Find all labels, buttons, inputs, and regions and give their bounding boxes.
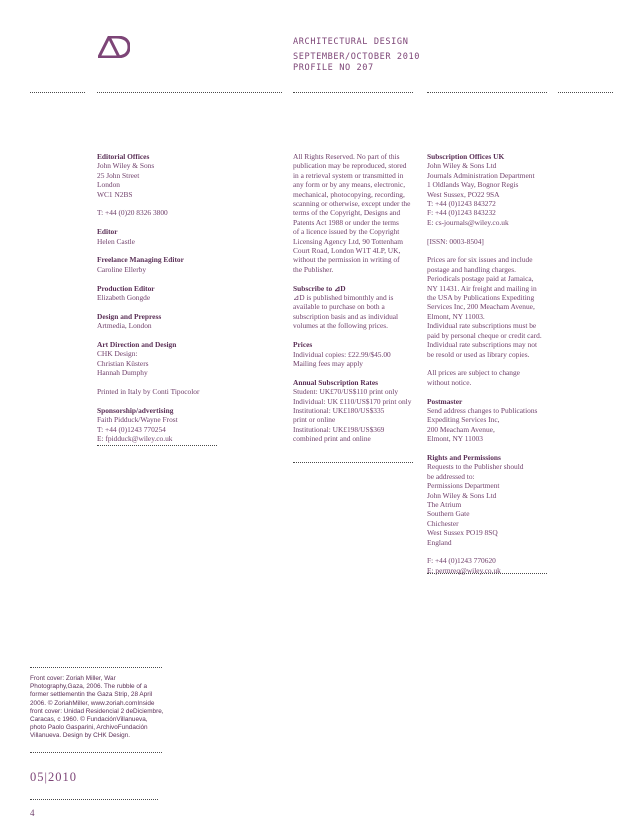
- text-line: available to purchase on both a: [293, 302, 385, 312]
- text-line: Institutional: UK£198/US$369: [293, 424, 385, 434]
- issue-number: 05|2010: [30, 770, 78, 784]
- editorial-column: [97, 152, 282, 453]
- editorial-offices-heading: Editorial Offices: [97, 152, 150, 161]
- text-line: Individual rate subscriptions may not: [427, 340, 538, 350]
- postmaster-text: [427, 406, 552, 444]
- text-line: Mailing fees may apply: [293, 358, 363, 368]
- text-line: Expediting Services Inc,: [427, 415, 500, 425]
- cover-caption: [30, 675, 165, 741]
- text-line: T: +44 (0)1243 843272: [427, 199, 496, 209]
- text-line: Christian Küsters: [97, 358, 149, 368]
- text-line: E: permreq@wiley.co.uk: [427, 565, 501, 575]
- text-line: subscription basis and as individual: [293, 311, 399, 321]
- text-line: Elmont, NY 11003: [427, 434, 483, 444]
- text-line: Gaza, 2006. The rubble of a former settlement: [30, 683, 148, 699]
- text-line: NY 11431. Air freight and mailing in: [427, 283, 537, 293]
- text-line: Caroline Ellerby: [97, 264, 147, 274]
- text-line: Journals Administration Department: [427, 170, 535, 180]
- issue-date: SEPTEMBER/OCTOBER 2010: [293, 52, 421, 62]
- prices-heading: Prices: [293, 340, 313, 350]
- text-line: Front cover: Zoriah Miller, War Photography,: [30, 675, 116, 691]
- text-line: F: +44 (0)1243 843232: [427, 208, 496, 218]
- subscription-address: [427, 161, 552, 227]
- text-line: Individual rate subscriptions must be: [427, 321, 537, 331]
- text-line: Fundación Villanueva. Design by CHK Design.: [30, 724, 148, 740]
- price-change-note: [427, 368, 552, 387]
- text-line: T: +44 (0)1243 770254: [97, 424, 166, 434]
- text-line: be resold or used as library copies.: [427, 349, 530, 359]
- text-line: Hannah Dumphy: [97, 368, 148, 378]
- art-direction-heading: Art Direction and Design: [97, 340, 177, 350]
- annual-rates-heading: Annual Subscription Rates: [293, 377, 379, 387]
- divider: [558, 92, 613, 93]
- text-line: Patents Act 1988 or under the terms: [293, 217, 399, 227]
- text-line: Licensing Agency Ltd, 90 Tottenham: [293, 236, 403, 246]
- managing-editor-heading: Freelance Managing Editor: [97, 255, 184, 265]
- text-line: England: [427, 537, 452, 547]
- profile-number: PROFILE NO 207: [293, 63, 374, 73]
- text-line: the USA by Publications Expediting: [427, 293, 535, 303]
- editorial-phone: T: +44 (0)20 8326 3800: [97, 208, 168, 218]
- text-line: combined print and online: [293, 434, 371, 444]
- page-number: 4: [30, 808, 35, 818]
- text-line: All prices are subject to change: [427, 368, 520, 378]
- text-line: Elizabeth Gongde: [97, 293, 151, 303]
- magazine-title: ARCHITECTURAL DESIGN: [293, 37, 409, 47]
- divider: [30, 752, 162, 753]
- text-line: the Publisher.: [293, 264, 334, 274]
- editor-heading: Editor: [97, 227, 118, 237]
- printer-note: Printed in Italy by Conti Tipocolor: [97, 387, 200, 397]
- divider: [293, 462, 413, 463]
- text-line: Requests to the Publisher should: [427, 462, 524, 472]
- text-line: Court Road, London W1T 4LP, UK,: [293, 246, 401, 256]
- text-line: West Sussex, PO22 9SA: [427, 189, 500, 199]
- rights-permissions-text: [427, 462, 552, 547]
- text-line: volumes at the following prices.: [293, 321, 389, 331]
- text-line: Services Inc, 200 Meacham Avenue,: [427, 302, 535, 312]
- text-line: Institutional: UK£180/US$335: [293, 405, 385, 415]
- divider: [30, 799, 158, 800]
- text-line: Diciembre, Caracas, c 1960. © Fundación: [30, 707, 164, 724]
- text-line: F: +44 (0)1243 770620: [427, 556, 496, 566]
- rights-column: [293, 152, 418, 453]
- prices-text: [293, 350, 418, 369]
- text-line: John Wiley & Sons Ltd: [427, 161, 497, 171]
- text-line: in a retrieval system or transmitted in: [293, 170, 404, 180]
- text-line: be addressed to:: [427, 471, 475, 481]
- annual-rates-text: [293, 387, 418, 443]
- text-line: Individual: UK £110/US$170 print only: [293, 396, 412, 406]
- text-line: Miller, www.zoriah.com: [72, 699, 138, 707]
- divider: [30, 667, 162, 668]
- text-line: ⊿D is published bimonthly and is: [293, 293, 394, 303]
- text-line: John Wiley & Sons Ltd: [427, 490, 497, 500]
- text-line: publication may be reproduced, stored: [293, 161, 407, 171]
- subscribe-heading: Subscribe to ⊿D: [293, 283, 346, 293]
- text-line: Student: UK£70/US$110 print only: [293, 387, 399, 397]
- divider: [427, 573, 547, 574]
- text-line: scanning or otherwise, except under the: [293, 199, 411, 209]
- text-line: Chichester: [427, 518, 459, 528]
- divider: [293, 92, 413, 93]
- text-line: London: [97, 180, 120, 190]
- text-line: 1 Oldlands Way, Bognor Regis: [427, 180, 519, 190]
- text-line: Southern Gate: [427, 509, 470, 519]
- text-line: Helen Castle: [97, 236, 135, 246]
- text-line: terms of the Copyright, Designs and: [293, 208, 401, 218]
- prices-note: [427, 255, 552, 358]
- sponsorship-heading: Sponsorship/advertising: [97, 405, 174, 415]
- divider: [30, 92, 85, 93]
- divider: [427, 92, 547, 93]
- text-line: John Wiley & Sons: [97, 161, 155, 171]
- text-line: without the permission in writing of: [293, 255, 400, 265]
- text-line: Prices are for six issues and include: [427, 255, 533, 265]
- text-line: Permissions Department: [427, 481, 500, 491]
- text-line: The Atrium: [427, 499, 462, 509]
- text-line: CHK Design:: [97, 349, 138, 359]
- production-editor-heading: Production Editor: [97, 283, 155, 293]
- ad-logo-icon: [98, 36, 130, 58]
- text-line: postage and handling charges.: [427, 264, 516, 274]
- rights-permissions-heading: Rights and Permissions: [427, 452, 501, 462]
- text-line: Send address changes to Publications: [427, 405, 538, 415]
- text-line: any form or by any means, electronic,: [293, 180, 406, 190]
- text-line: 25 John Street: [97, 170, 140, 180]
- text-line: Elmont, NY 11003.: [427, 311, 485, 321]
- text-line: Inside front cover: Unidad Residencial 2 de: [30, 699, 155, 715]
- rights-statement: [293, 152, 418, 274]
- subscribe-text: [293, 293, 418, 331]
- sponsorship-email: E: fpidduck@wiley.co.uk: [97, 434, 173, 444]
- text-line: print or online: [293, 415, 336, 425]
- text-line: WC1 N2BS: [97, 189, 133, 199]
- text-line: Artmedia, London: [97, 321, 152, 331]
- text-line: Periodicals postage paid at Jamaica,: [427, 274, 534, 284]
- subscription-offices-heading: Subscription Offices UK: [427, 152, 505, 161]
- text-line: E: cs-journals@wiley.co.uk: [427, 217, 509, 227]
- postmaster-heading: Postmaster: [427, 396, 463, 406]
- subscription-column: [427, 152, 552, 585]
- divider: [97, 445, 217, 446]
- text-line: Individual copies: £22.99/$45.00: [293, 349, 391, 359]
- text-line: All Rights Reserved. No part of this: [293, 152, 400, 161]
- text-line: 200 Meacham Avenue,: [427, 424, 495, 434]
- text-line: West Sussex PO19 8SQ: [427, 528, 498, 538]
- text-line: Villanueva, photo Paolo Gasparini, Archivo: [30, 716, 148, 732]
- text-line: mechanical, photocopying, recording,: [293, 189, 405, 199]
- divider: [97, 92, 282, 93]
- issn: [ISSN: 0003-8504]: [427, 236, 484, 246]
- text-line: without notice.: [427, 377, 472, 387]
- text-line: of a licence issued by the Copyright: [293, 227, 400, 237]
- design-prepress-heading: Design and Prepress: [97, 311, 162, 321]
- text-line: Faith Pidduck/Wayne Frost: [97, 415, 178, 425]
- text-line: in the Gaza Strip, 28 April 2006. © Zoriah: [30, 691, 153, 707]
- text-line: paid by personal cheque or credit card.: [427, 330, 542, 340]
